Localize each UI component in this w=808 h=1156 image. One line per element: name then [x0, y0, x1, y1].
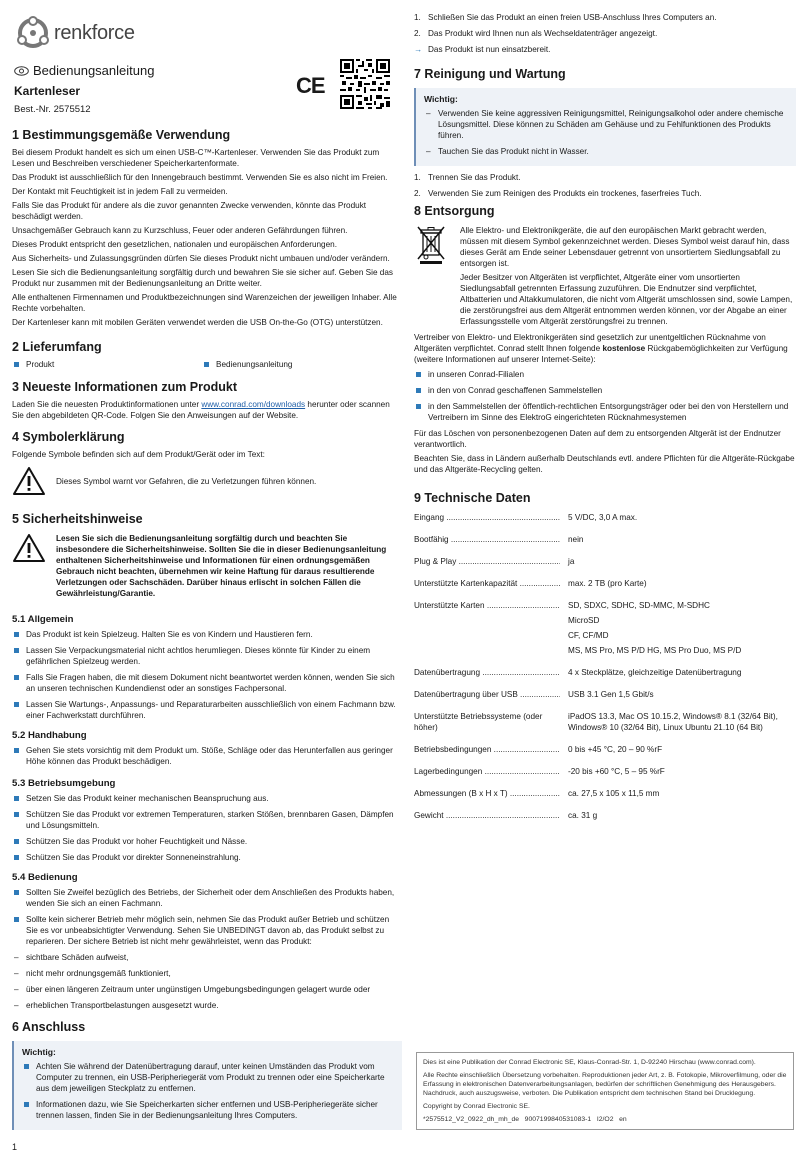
imprint-line: *2575512_V2_0922_dh_mh_de 9007199840531083-1 I2/O2 en [423, 1116, 627, 1123]
step-item: 2. Verwenden Sie zum Reinigen des Produkts ein trockenes, faserfreies Tuch. [414, 189, 702, 198]
imprint-line: Dies ist eine Publikation der Conrad Electronic SE, Klaus-Conrad-Str. 1, D-92240 Hirschau (www.conrad.com). [423, 1059, 756, 1066]
manual-label: Bedienungsanleitung [33, 63, 155, 78]
section-5-4-title: 5.4 Bedienung [12, 872, 78, 883]
dash-item: – Verwenden Sie keine aggressiven Reinigungsmittel, Reinigungsalkohol oder andere chemische Lösungsmittel. Diese können zu Schäden am Gehäuse und zu Fehlfunktionen des Produkts führen. [424, 108, 788, 141]
spec-row: Abmessungen (B x H x T) ..... ca. 27,5 x 105 x 11,5 mm [414, 788, 796, 803]
imprint-line: Copyright by Conrad Electronic SE. [423, 1103, 530, 1110]
spec-row: Betriebsbedingungen ..... 0 bis +45 °C, 20 – 90 %rF [414, 744, 796, 759]
important-note [414, 88, 796, 166]
order-number: Best.-Nr. 2575512 [14, 104, 91, 115]
note-item: Informationen dazu, wie Sie Speicherkarten sicher entfernen und USB-Peripheriegeräte sicher trennen lassen, finden Sie in der Bedienungsanleitung Ihres Computers. [22, 1099, 394, 1121]
section-5-3-title: 5.3 Betriebsumgebung [12, 778, 116, 789]
s4-intro: Folgende Symbole befinden sich auf dem Produkt/Gerät oder im Text: [12, 450, 265, 459]
list-item: Sollten Sie Zweifel bezüglich des Betriebs, der Sicherheit oder dem Anschließen des Produkts haben, wenden Sie sich an einen Fachmann. [12, 887, 402, 909]
ce-mark: CE [296, 73, 325, 98]
section-5-title: 5 Sicherheitshinweise [12, 512, 143, 526]
warning-triangle-icon [12, 466, 46, 496]
spec-row: Unterstützte Kartenkapazität ..... max. 2 TB (pro Karte) [414, 578, 796, 593]
section-6-title: 6 Anschluss [12, 1020, 86, 1034]
spec-row: Datenübertragung über USB ..... USB 3.1 Gen 1,5 Gbit/s [414, 689, 796, 704]
qr-code-icon[interactable] [340, 59, 390, 109]
spec-row: Bootfähig ..... nein [414, 534, 796, 549]
list-item: Setzen Sie das Produkt keiner mechanischen Beanspruchung aus. [12, 793, 402, 804]
list-item: Schützen Sie das Produkt vor hoher Feuchtigkeit und Nässe. [12, 836, 402, 847]
step-item: 1. Schließen Sie das Produkt an einen freien USB-Anschluss Ihres Computers an. [414, 13, 717, 22]
list-item: Das Produkt ist kein Spielzeug. Halten Sie es von Kindern und Haustieren fern. [12, 629, 402, 640]
list-item: Sollte kein sicherer Betrieb mehr möglich sein, nehmen Sie das Produkt außer Betrieb und schützen Sie es vor unbeabsichtigter Verwendung. Sehen Sie UNBEDINGT davon ab, das Produkt selbst zu reparieren. Der sichere Betrieb ist nicht mehr gewährleistet, wenn das Produkt: [12, 914, 402, 947]
s1-para: Aus Sicherheits- und Zulassungsgründen dürfen Sie dieses Produkt nicht umbauen und/oder verändern. [12, 254, 390, 263]
dash-item: – über einen längeren Zeitraum unter ungünstigen Umgebungsbedingungen gelagert wurde oder [12, 984, 402, 995]
delivery-item: Bedienungsanleitung [202, 359, 292, 370]
section-1-title: 1 Bestimmungsgemäße Verwendung [12, 128, 231, 142]
brand-logo [16, 16, 135, 50]
section-9-title: 9 Technische Daten [414, 491, 531, 505]
section-4-title: 4 Symbolerklärung [12, 430, 125, 444]
note-title: Wichtig: [22, 1047, 56, 1057]
section-2-title: 2 Lieferumfang [12, 340, 102, 354]
section-5-1-title: 5.1 Allgemein [12, 614, 74, 625]
section-5-2-title: 5.2 Handhabung [12, 730, 87, 741]
note-item: Achten Sie während der Datenübertragung darauf, unter keinen Umständen das Produkt vom Computer zu trennen, ein USB-Peripheriegerät vom Produkt zu trennen oder eine Speicherkarte aus dem jeweiligen Steckplatz zu entfernen. [22, 1061, 394, 1094]
s8-para: Vertreiber von Elektro- und Elektronikgeräten sind gesetzlich zur unentgeltlichen Rücknahme von Altgeräten verpflichtet. Conrad stellt Ihnen folgende kostenlose Rückgabemöglichkeiten zur Verfügung (weitere Informationen auf unserer Internet-Seite): [414, 333, 788, 364]
s1-para: Der Kontakt mit Feuchtigkeit ist in jedem Fall zu vermeiden. [12, 187, 228, 196]
list-item: Lassen Sie Wartungs-, Anpassungs- und Reparaturarbeiten ausschließlich von einem Fachmann bzw. einer Fachwerkstatt durchführen. [12, 699, 402, 721]
dash-item: – erheblichen Transportbelastungen ausgesetzt wurde. [12, 1000, 402, 1011]
list-item: Schützen Sie das Produkt vor extremen Temperaturen, starken Stößen, brennbaren Gasen, Dämpfen und Lösungsmitteln. [12, 809, 402, 831]
s1-para: Dieses Produkt entspricht den gesetzlichen, nationalen und europäischen Anforderungen. [12, 240, 337, 249]
spec-row: Unterstützte Betriebssysteme (oder höher) iPadOS 13.3, Mac OS 10.15.2, Windows® 8.1 (32/64 Bit), Windows® 10 (32/64 Bit), Linux Ubuntu 21.10 (64 Bit) [414, 712, 778, 732]
section-3-title: 3 Neueste Informationen zum Produkt [12, 380, 238, 394]
spec-row: Plug & Play ..... ja [414, 556, 796, 571]
list-item: in den Sammelstellen der öffentlich-rechtlichen Entsorgungsträger oder bei den von Herstellern und Vertreibern im Sinne des ElektroG eingerichteten Rücknahmesystemen [414, 401, 796, 423]
s3-text: Laden Sie die neuesten Produktinformationen unter www.conrad.com/downloads herunter oder scannen Sie den abgebildeten QR-Code. Folgen Sie den Anweisungen auf der Website. [12, 400, 390, 420]
result-item: → Das Produkt ist nun einsatzbereit. [414, 45, 551, 54]
s1-para: Unsachgemäßer Gebrauch kann zu Kurzschluss, Feuer oder anderen Gefährdungen führen. [12, 226, 348, 235]
imprint-box [416, 1052, 794, 1130]
list-item: in unseren Conrad-Filialen [414, 369, 796, 380]
eye-icon [14, 66, 29, 76]
imprint-line: Alle Rechte einschließlich Übersetzung vorbehalten. Reproduktionen jeder Art, z. B. Fotokopie, Mikroverfilmung, oder die Erfassung in elektronischen Datenverarbeitungsanlagen, bedürfen der schriftlichen Genehmigung des Herausgebers. Nachdruck, auch auszugsweise, verboten. Die Publikation entspricht dem technischen Stand bei Drucklegung. [423, 1072, 787, 1097]
s1-para: Alle enthaltenen Firmennamen und Produktbezeichnungen sind Warenzeichen der jeweiligen Inhaber. Alle Rechte vorbehalten. [12, 293, 397, 313]
product-title: Kartenleser [14, 84, 81, 98]
s1-para: Falls Sie das Produkt für andere als die zuvor genannten Zwecke verwenden, könnte das Produkt beschädigt werden. [12, 201, 367, 221]
s1-para: Lesen Sie sich die Bedienungsanleitung sorgfältig durch und bewahren Sie sie sicher auf. Geben Sie das Produkt nur zusammen mit der Bedienungsanleitung an Dritte weiter. [12, 268, 393, 288]
section-8-title: 8 Entsorgung [414, 204, 495, 218]
s1-para: Der Kartenleser kann mit mobilen Geräten verwendet werden die USB On-the-Go (OTG) unterstützen. [12, 318, 383, 327]
spec-table [414, 512, 796, 825]
s8-para: Jeder Besitzer von Altgeräten ist verpflichtet, Altgeräte einer vom unsortierten Siedlungsabfall getrennten Erfassung zuzuführen. Die Endnutzer sind verpflichtet, Altbatterien und Altakkumulatoren, die nicht vom Altgerät umschlossen sind, sowie Lampen, die zerstörungsfrei aus dem Altgerät entnommen werden können, vor der Abgabe an einer Erfassungsstelle vom Altgerät zerstörungsfrei zu trennen. [460, 273, 793, 326]
list-item: Lassen Sie Verpackungsmaterial nicht achtlos herumliegen. Dieses könnte für Kinder zu einem gefährlichen Spielzeug werden. [12, 645, 402, 667]
brand-name: renkforce [54, 21, 135, 44]
downloads-link[interactable]: www.conrad.com/downloads [201, 400, 306, 409]
spec-row: Gewicht ..... ca. 31 g [414, 810, 796, 825]
s8-para: Alle Elektro- und Elektronikgeräte, die auf den europäischen Markt gebracht werden, müssen mit diesem Symbol gekennzeichnet werden. Dieses Symbol weist darauf hin, dass dieses Gerät am Ende seiner Lebensdauer getrennt von unsortiertem Siedlungsabfall zu entsorgen ist. [460, 226, 790, 268]
step-item: 2. Das Produkt wird Ihnen nun als Wechseldatenträger angezeigt. [414, 29, 658, 38]
dash-item: – nicht mehr ordnungsgemäß funktioniert, [12, 968, 402, 979]
dash-item: – Tauchen Sie das Produkt nicht in Wasser. [424, 146, 788, 157]
crossed-bin-icon [416, 225, 446, 265]
delivery-item: Produkt [12, 359, 202, 370]
list-item: Falls Sie Fragen haben, die mit diesem Dokument nicht beantwortet werden können, wenden Sie sich an unseren technischen Kundendienst oder an sonstiges Fachpersonal. [12, 672, 402, 694]
s8-para: Beachten Sie, dass in Ländern außerhalb Deutschlands evtl. andere Pflichten für die Altgeräte-Rückgabe und das Altgeräte-Recycling gelten. [414, 454, 795, 474]
spec-row: Unterstützte Karten ..... SD, SDXC, SDHC, SD-MMC, M-SDHC MicroSD CF, CF/MD MS, MS Pro, MS P/D HG, MS Pro Duo, MS P/D [414, 600, 796, 660]
s5-safety-text: Lesen Sie sich die Bedienungsanleitung sorgfältig durch und beachten Sie insbesondere die Sicherheitshinweise. Sollten Sie die in dieser Bedienungsanleitung enthaltenen Sicherheitshinweise und Informationen für einen ordnungsgemäßen Gebrauch nicht beachten, übernehmen wir keine Haftung für daraus resultierende Verletzungen oder Sachschäden. Darüber hinaus erlischt in solchen Fällen die Gewährleistung/Garantie. [56, 534, 387, 598]
s8-para: Für das Löschen von personenbezogenen Daten auf dem zu entsorgenden Altgerät ist der Endnutzer verantwortlich. [414, 429, 781, 449]
spec-row: Datenübertragung ..... 4 x Steckplätze, gleichzeitige Datenübertragung [414, 667, 796, 682]
warning-triangle-icon [12, 533, 46, 563]
section-7-title: 7 Reinigung und Wartung [414, 67, 566, 81]
s4-warning-text: Dieses Symbol warnt vor Gefahren, die zu Verletzungen führen können. [56, 476, 317, 486]
dash-item: – sichtbare Schäden aufweist, [12, 952, 402, 963]
spec-row: Eingang ..... 5 V/DC, 3,0 A max. [414, 512, 796, 527]
renkforce-logo-icon [16, 16, 50, 50]
list-item: Schützen Sie das Produkt vor direkter Sonneneinstrahlung. [12, 852, 402, 863]
page-number: 1 [12, 1142, 18, 1152]
list-item: Gehen Sie stets vorsichtig mit dem Produkt um. Stöße, Schläge oder das Herunterfallen aus geringer Höhe können das Produkt beschädigen. [12, 745, 402, 767]
step-item: 1. Trennen Sie das Produkt. [414, 173, 521, 182]
s1-para: Bei diesem Produkt handelt es sich um einen USB-C™-Kartenleser. Verwenden Sie das Produkt zum Lesen und Beschreiben verschiedener Speicherkartenformate. [12, 148, 380, 168]
s1-para: Das Produkt ist ausschließlich für den Innengebrauch bestimmt. Verwenden Sie es also nicht im Freien. [12, 173, 388, 182]
note-title: Wichtig: [424, 94, 458, 104]
list-item: in den von Conrad geschaffenen Sammelstellen [414, 385, 796, 396]
spec-row: Lagerbedingungen ..... -20 bis +60 °C, 5 – 95 %rF [414, 766, 796, 781]
important-note [12, 1041, 402, 1130]
